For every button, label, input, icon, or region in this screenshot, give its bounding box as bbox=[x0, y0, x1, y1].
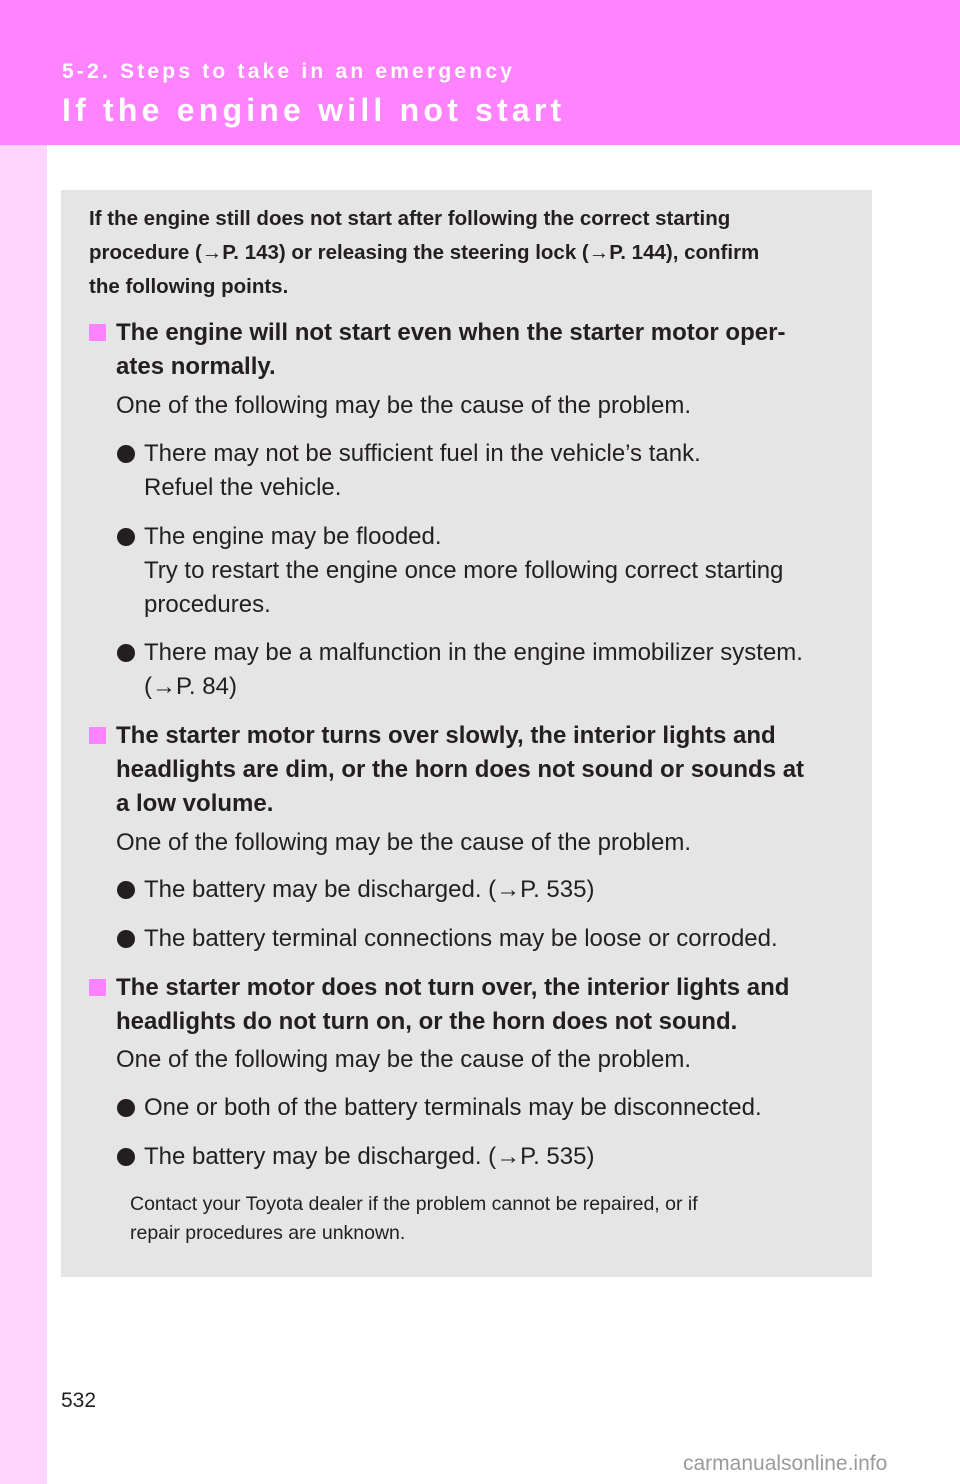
heading-line: The starter motor does not turn over, the interior lights and bbox=[116, 974, 790, 1001]
bullet-item bbox=[116, 922, 838, 956]
heading-line: ates normally. bbox=[116, 353, 276, 380]
square-bullet-icon bbox=[89, 727, 106, 744]
bullet-line: Refuel the vehicle. bbox=[144, 474, 342, 501]
bullet-item bbox=[116, 520, 838, 622]
heading-line: a low volume. bbox=[116, 790, 274, 817]
header-band bbox=[0, 0, 960, 145]
bullet-dot-icon bbox=[117, 1099, 135, 1117]
bullet-dot-icon bbox=[117, 1148, 135, 1166]
section-lead: One of the following may be the cause of the problem. bbox=[116, 392, 692, 419]
section-heading-starter-no-turn bbox=[89, 971, 838, 1039]
bullet-item bbox=[116, 437, 838, 505]
heading-line: headlights do not turn on, or the horn does not sound. bbox=[116, 1008, 738, 1035]
bullet-item bbox=[116, 636, 838, 704]
page-title: If the engine will not start bbox=[62, 92, 566, 128]
intro-line: the following points. bbox=[89, 275, 289, 298]
note-line: repair procedures are unknown. bbox=[130, 1222, 406, 1244]
bullet-line: The battery may be discharged. (→P. 535) bbox=[144, 1143, 595, 1170]
bullet-line: There may not be sufficient fuel in the vehicle’s tank. bbox=[144, 440, 701, 467]
dealer-note bbox=[130, 1190, 838, 1248]
section-lead: One of the following may be the cause of the problem. bbox=[116, 1046, 692, 1073]
side-strip bbox=[0, 145, 47, 1484]
bullet-dot-icon bbox=[117, 930, 135, 948]
square-bullet-icon bbox=[89, 324, 106, 341]
watermark: carmanualsonline.info bbox=[683, 1452, 888, 1475]
intro-paragraph bbox=[89, 202, 838, 304]
bullet-dot-icon bbox=[117, 881, 135, 899]
bullet-item bbox=[116, 873, 838, 907]
note-line: Contact your Toyota dealer if the problem cannot be repaired, or if bbox=[130, 1193, 698, 1215]
bullet-line: One or both of the battery terminals may be disconnected. bbox=[144, 1094, 762, 1121]
bullet-dot-icon bbox=[117, 528, 135, 546]
intro-line: If the engine still does not start after following the correct starting bbox=[89, 207, 731, 230]
section-heading-starter-normal bbox=[89, 316, 838, 384]
bullet-line: The battery terminal connections may be loose or corroded. bbox=[144, 925, 778, 952]
heading-line: headlights are dim, or the horn does not sound or sounds at bbox=[116, 756, 805, 783]
bullet-line: Try to restart the engine once more following correct starting bbox=[144, 557, 784, 584]
content-box bbox=[61, 190, 872, 1277]
section-heading-starter-slow bbox=[89, 719, 838, 821]
bullet-dot-icon bbox=[117, 445, 135, 463]
bullet-line: (→P. 84) bbox=[144, 673, 237, 700]
bullet-line: There may be a malfunction in the engine immobilizer system. bbox=[144, 639, 803, 666]
bullet-item bbox=[116, 1091, 838, 1125]
page-number: 532 bbox=[61, 1389, 97, 1412]
heading-line: The starter motor turns over slowly, the interior lights and bbox=[116, 722, 776, 749]
section-lead: One of the following may be the cause of the problem. bbox=[116, 829, 692, 856]
bullet-line: The engine may be flooded. bbox=[144, 523, 442, 550]
bullet-line: The battery may be discharged. (→P. 535) bbox=[144, 876, 595, 903]
intro-line: procedure (→P. 143) or releasing the steering lock (→P. 144), confirm bbox=[89, 241, 760, 264]
square-bullet-icon bbox=[89, 979, 106, 996]
heading-line: The engine will not start even when the starter motor oper- bbox=[116, 319, 786, 346]
section-label: 5-2. Steps to take in an emergency bbox=[62, 60, 516, 83]
bullet-line: procedures. bbox=[144, 591, 271, 618]
bullet-item bbox=[116, 1140, 838, 1174]
bullet-dot-icon bbox=[117, 644, 135, 662]
